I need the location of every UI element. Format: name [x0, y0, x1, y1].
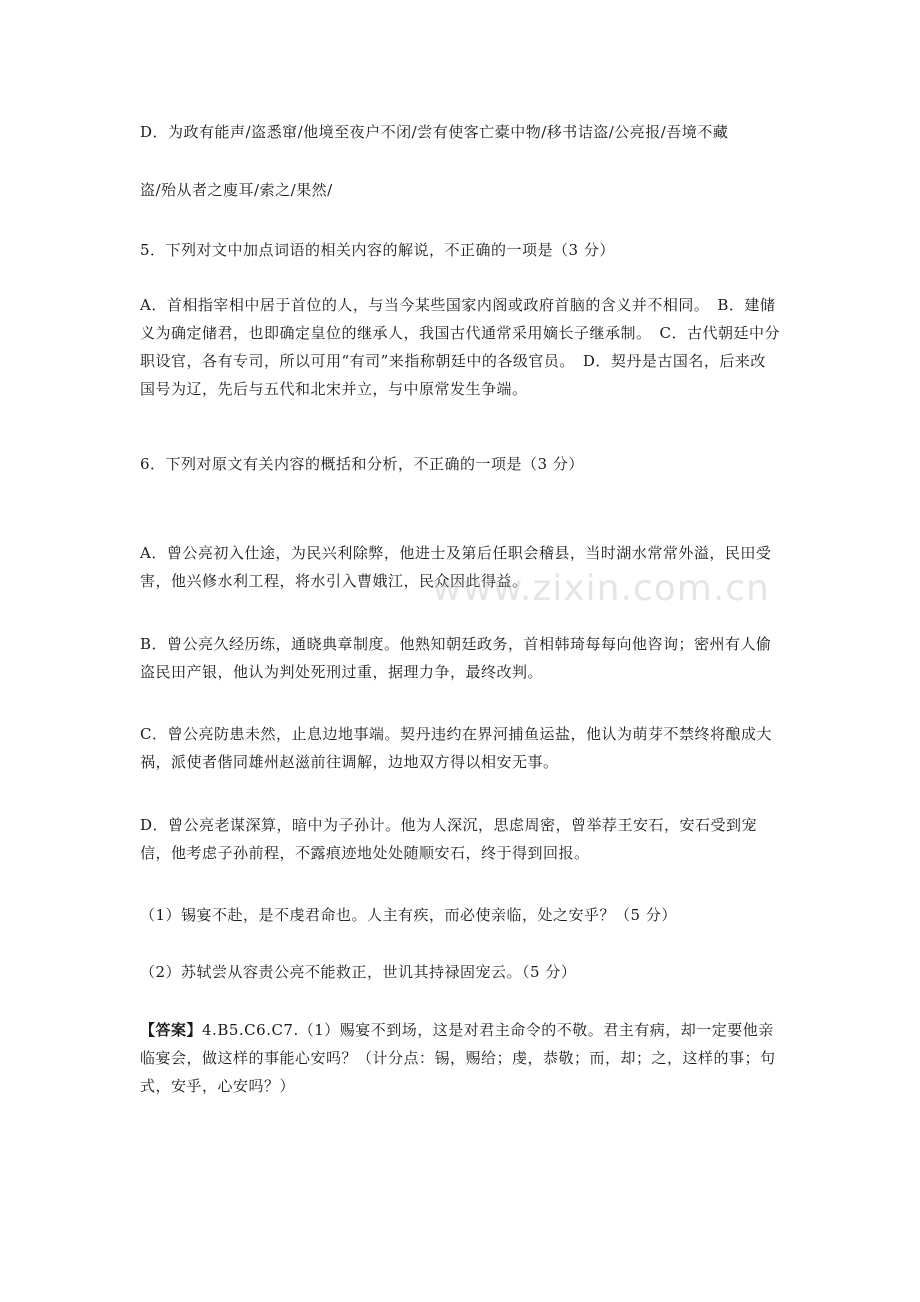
answer-paragraph — [140, 1016, 780, 1100]
watermark: www.zixin.com.cn — [432, 568, 770, 609]
q4-option-d-line2: 盗/殆从者之廋耳/索之/果然/ — [140, 181, 333, 199]
answer-text: 4.B5.C6.C7.（1）赐宴不到场，这是对君主命令的不敬。君主有病，却一定要他亲临宴会，做这样的事能心安吗？（计分点：锡，赐给；虔，恭敬；而，却；之，这样的事；句式，安乎，心安吗？） — [140, 1021, 776, 1095]
q6-option-a: A．曾公亮初入仕途，为民兴利除弊，他进士及第后任职会稽县，当时湖水常常外溢，民田受害，他兴修水利工程，将水引入曹娥江，民众因此得益。 — [140, 544, 772, 590]
q5-stem: 5．下列对文中加点词语的相关内容的解说，不正确的一项是（3 分） — [140, 241, 615, 259]
q7-part1: （1）锡宴不赴，是不虔君命也。人主有疾，而必使亲临，处之安乎？（5 分） — [140, 906, 677, 924]
q6-option-d: D．曾公亮老谋深算，暗中为子孙计。他为人深沉，思虑周密，曾举荐王安石，安石受到宠信，他考虑子孙前程，不露痕迹地处处随顺安石，终于得到回报。 — [140, 816, 758, 862]
q4-option-d-line1: D．为政有能声/盗悉窜/他境至夜户不闭/尝有使客亡橐中物/移书诘盗/公亮报/吾境不藏 — [140, 123, 729, 141]
answer-label: 【答案】 — [140, 1021, 203, 1039]
q6-stem: 6．下列对原文有关内容的概括和分析，不正确的一项是（3 分） — [140, 455, 584, 473]
q7-part2: （2）苏轼尝从容责公亮不能救正，世讥其持禄固宠云。（5 分） — [140, 963, 577, 981]
q6-option-c: C．曾公亮防患未然，止息边地事端。契丹违约在界河捕鱼运盐，他认为萌芽不禁终将酿成大祸，派使者偕同雄州赵滋前往调解，边地双方得以相安无事。 — [140, 725, 772, 771]
q6-option-b: B．曾公亮久经历练，通晓典章制度。他熟知朝廷政务，首相韩琦每每向他咨询；密州有人偷盗民田产银，他认为判处死刑过重，据理力争，最终改判。 — [140, 635, 772, 681]
q5-options: A．首相指宰相中居于首位的人，与当今某些国家内阁或政府首脑的含义并不相同。 B．建储义为确定储君，也即确定皇位的继承人，我国古代通常采用嫡长子继承制。 C．古代朝廷中分职设官，各有专司，所以可用“有司”来指称朝廷中的各级官员。 D．契丹是古国名，后来改国号为辽，先后与五代和北宋并立，与中原常发生争端。 — [140, 296, 780, 398]
